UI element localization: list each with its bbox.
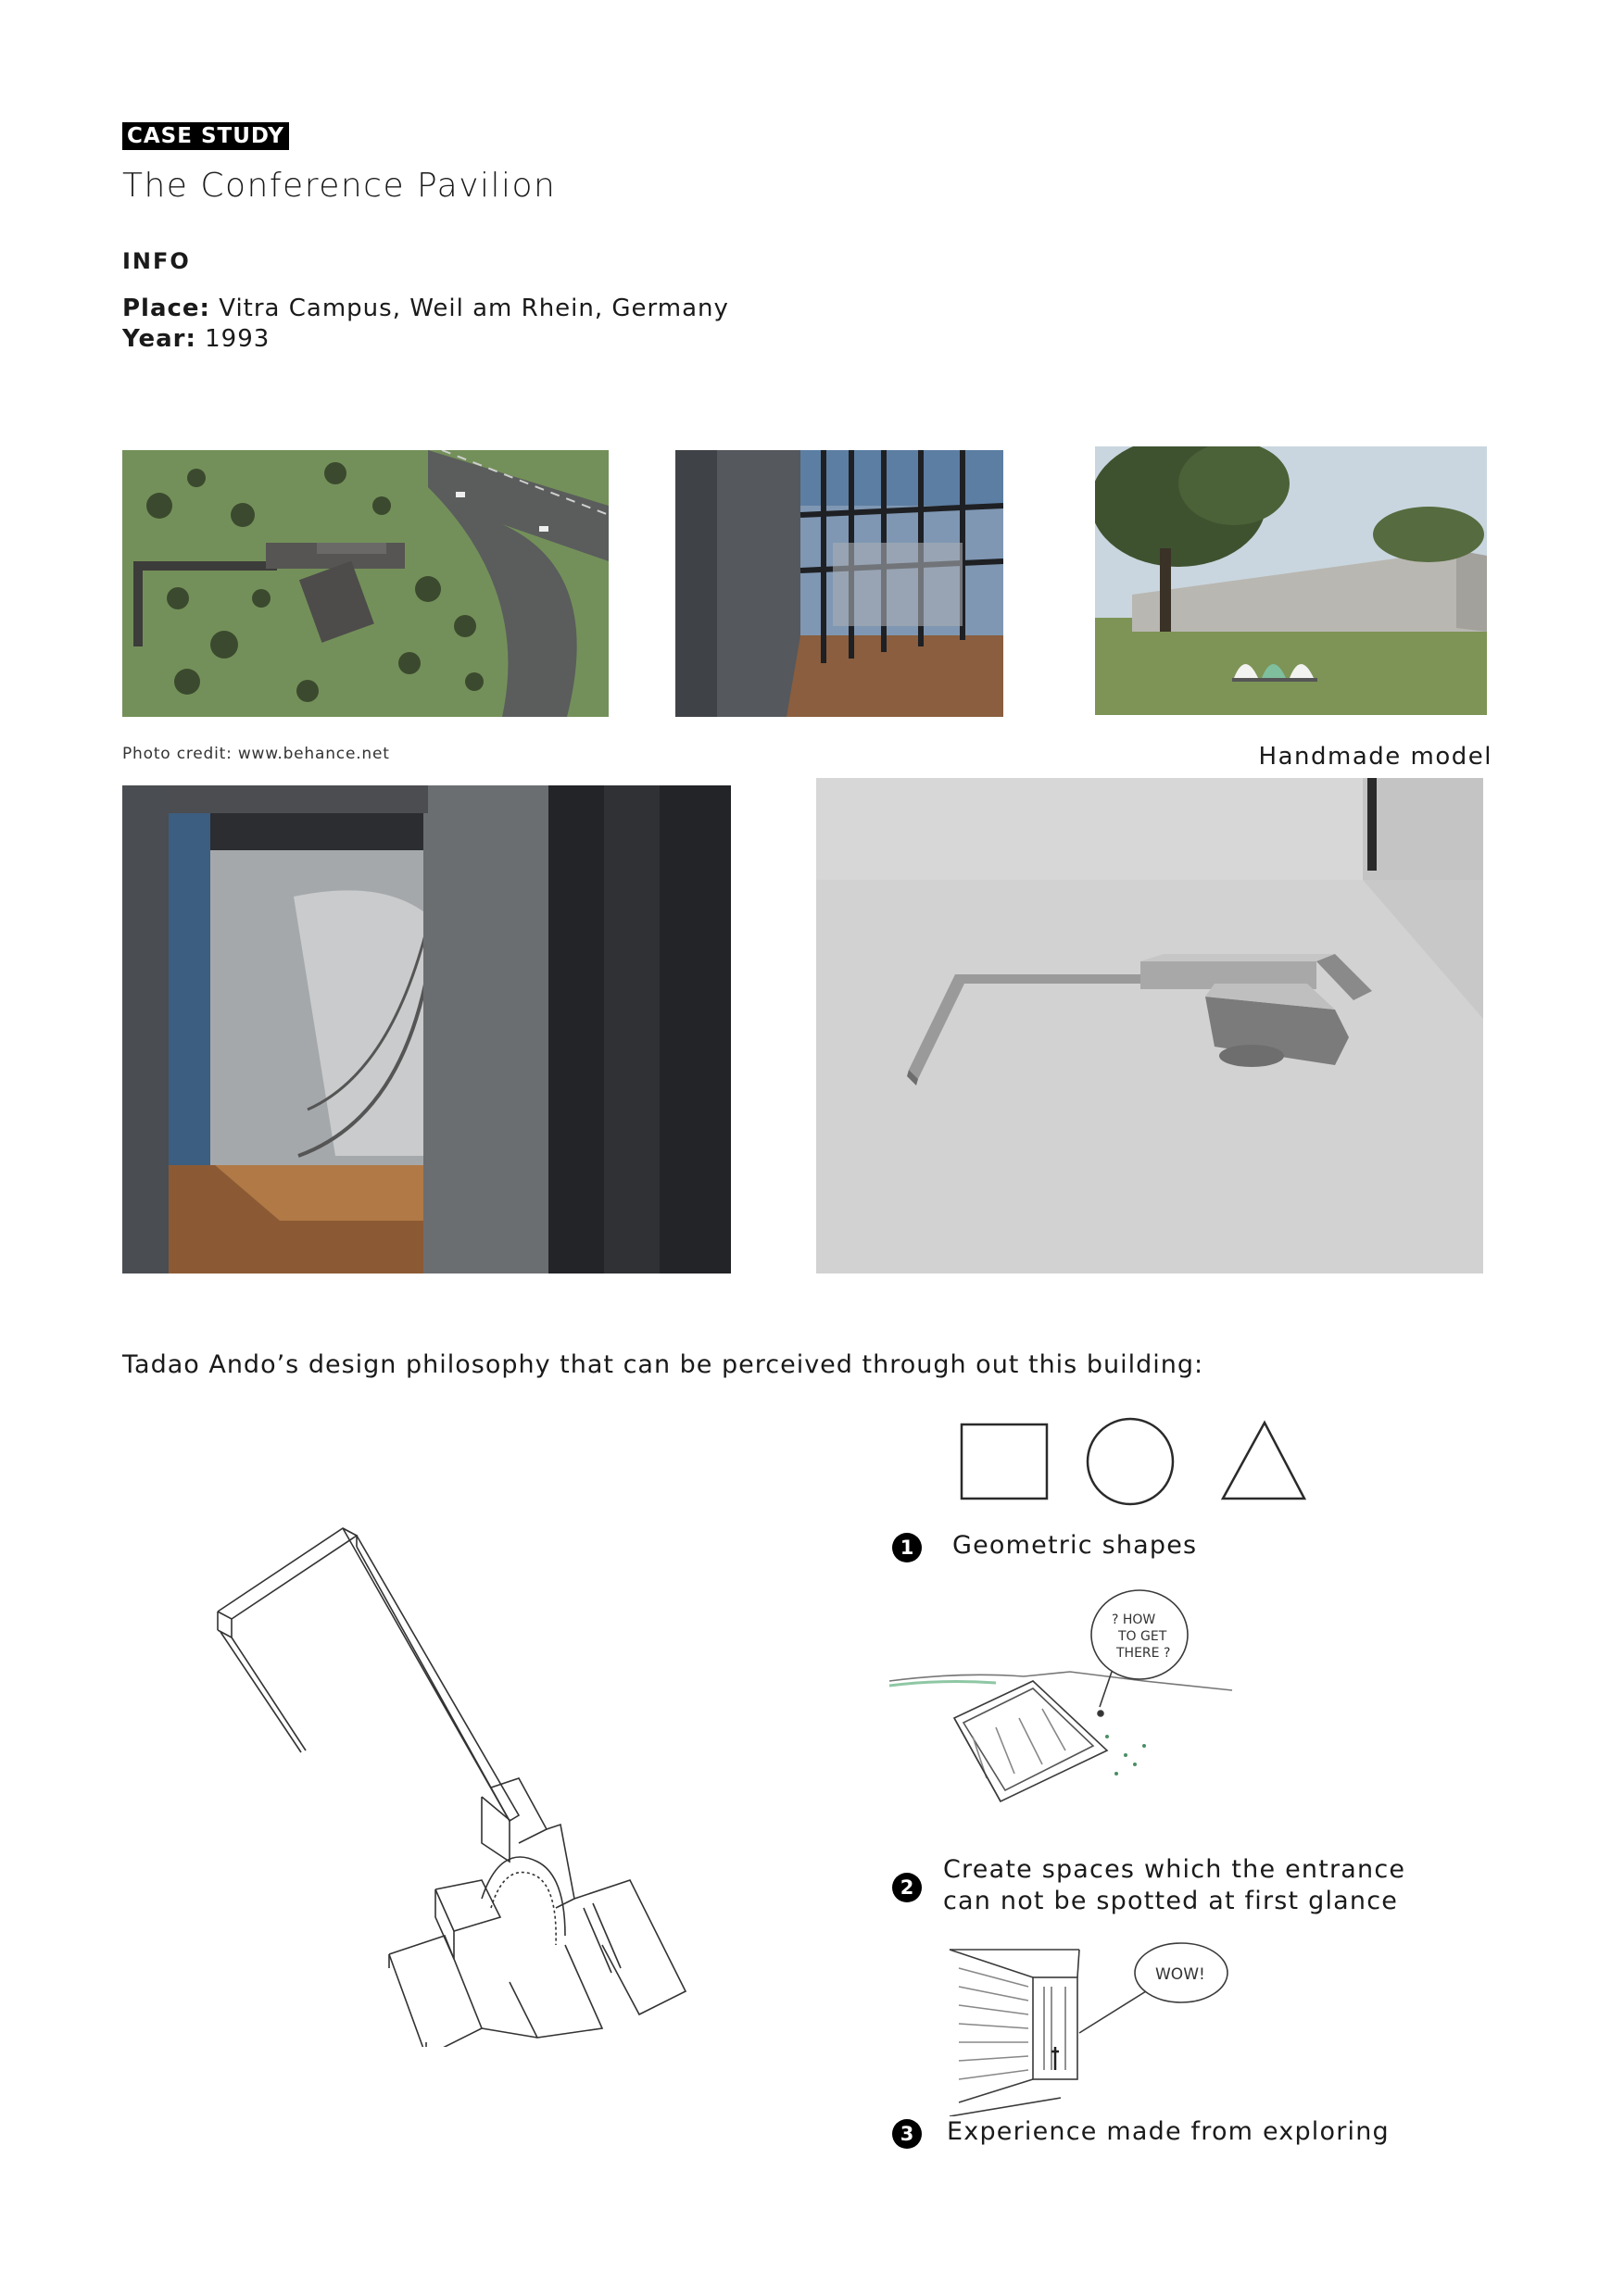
year-label: Year:	[122, 325, 196, 353]
photo-credit: Photo credit: www.behance.net	[122, 745, 390, 763]
year-line	[122, 325, 270, 353]
handmade-model-photo	[816, 778, 1483, 1273]
page-title: The Conference Pavilion	[122, 167, 557, 205]
sketch-text-wow: WOW!	[1155, 1965, 1205, 1984]
step-3-badge: 3	[892, 2119, 922, 2149]
step-1-text: Geometric shapes	[952, 1531, 1198, 1560]
case-study-tag: CASE STUDY	[122, 122, 289, 150]
axonometric-drawing	[204, 1510, 723, 2047]
exterior-chairs-photo	[1095, 446, 1487, 715]
sketch-text-there: THERE ?	[1116, 1646, 1171, 1661]
step-2-text-line-2: can not be spotted at first glance	[943, 1887, 1399, 1915]
philosophy-intro: Tadao Ando’s design philosophy that can be perceived through out this building:	[122, 1350, 1204, 1379]
year-value: 1993	[205, 325, 271, 353]
interior-stair-photo	[122, 785, 731, 1273]
step-2-text-line-1: Create spaces which the entrance	[943, 1855, 1406, 1884]
sketch-text-how: ? HOW	[1112, 1612, 1156, 1627]
aerial-photo	[122, 450, 609, 717]
place-value: Vitra Campus, Weil am Rhein, Germany	[219, 295, 729, 322]
corridor-sketch	[940, 1931, 1246, 2116]
step-2-text	[943, 1854, 1405, 1917]
step-1-badge: 1	[892, 1533, 922, 1562]
geometric-shapes-sketch	[954, 1408, 1306, 1514]
place-label: Place:	[122, 295, 210, 322]
entrance-sketch	[885, 1579, 1237, 1825]
handmade-model-label: Handmade model	[1258, 743, 1492, 771]
place-line	[122, 295, 729, 322]
step-3-text: Experience made from exploring	[947, 2117, 1390, 2146]
sketch-text-to-get: TO GET	[1118, 1629, 1167, 1644]
interior-glazing-photo	[675, 450, 1003, 717]
info-heading: INFO	[122, 248, 191, 274]
step-2-badge: 2	[892, 1873, 922, 1902]
